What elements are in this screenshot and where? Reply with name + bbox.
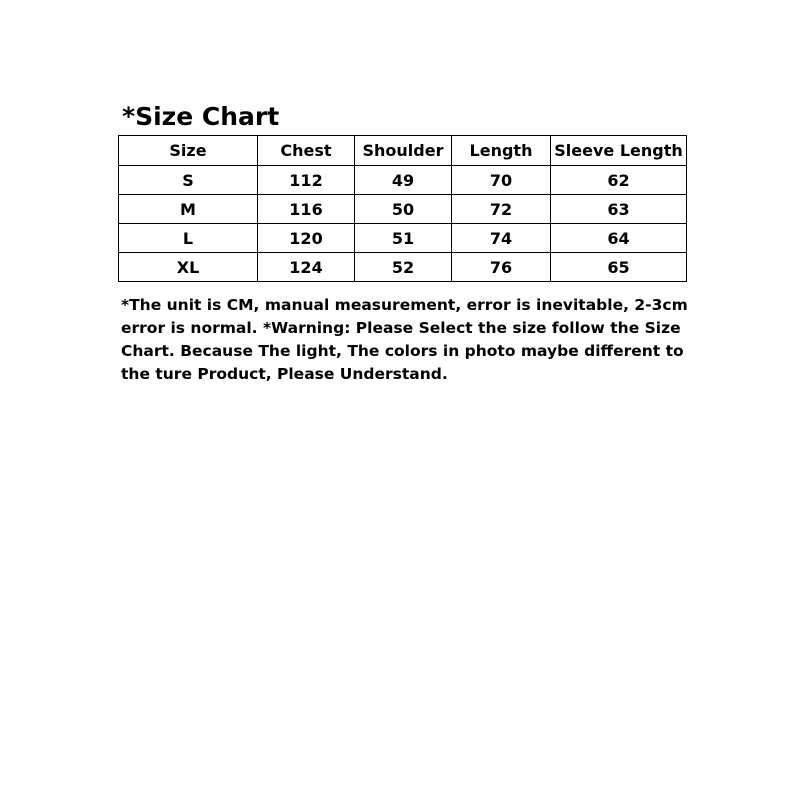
table-header-row [119, 136, 687, 166]
cell-size: L [119, 224, 258, 253]
header-chest: Chest [258, 136, 355, 166]
size-chart-table [118, 135, 687, 282]
cell-length: 74 [452, 224, 551, 253]
cell-length: 76 [452, 253, 551, 282]
header-sleeve-length: Sleeve Length [551, 136, 687, 166]
header-length: Length [452, 136, 551, 166]
header-size: Size [119, 136, 258, 166]
cell-chest: 124 [258, 253, 355, 282]
cell-size: M [119, 195, 258, 224]
cell-shoulder: 49 [355, 166, 452, 195]
cell-chest: 112 [258, 166, 355, 195]
table-row [119, 253, 687, 282]
cell-sleeve-length: 65 [551, 253, 687, 282]
measurement-note: *The unit is CM, manual measurement, error is inevitable, 2-3cm error is normal. *Warning: Please Select the size follow the Size Chart. Because The light, The colors in photo maybe different to the ture Product, Please Understand. [121, 296, 688, 383]
cell-shoulder: 52 [355, 253, 452, 282]
cell-length: 72 [452, 195, 551, 224]
cell-sleeve-length: 63 [551, 195, 687, 224]
cell-chest: 120 [258, 224, 355, 253]
table-row [119, 224, 687, 253]
cell-sleeve-length: 64 [551, 224, 687, 253]
cell-shoulder: 50 [355, 195, 452, 224]
cell-size: XL [119, 253, 258, 282]
cell-size: S [119, 166, 258, 195]
table-row [119, 166, 687, 195]
cell-length: 70 [452, 166, 551, 195]
table-row [119, 195, 687, 224]
cell-shoulder: 51 [355, 224, 452, 253]
size-chart-title: *Size Chart [122, 102, 280, 131]
cell-chest: 116 [258, 195, 355, 224]
cell-sleeve-length: 62 [551, 166, 687, 195]
header-shoulder: Shoulder [355, 136, 452, 166]
